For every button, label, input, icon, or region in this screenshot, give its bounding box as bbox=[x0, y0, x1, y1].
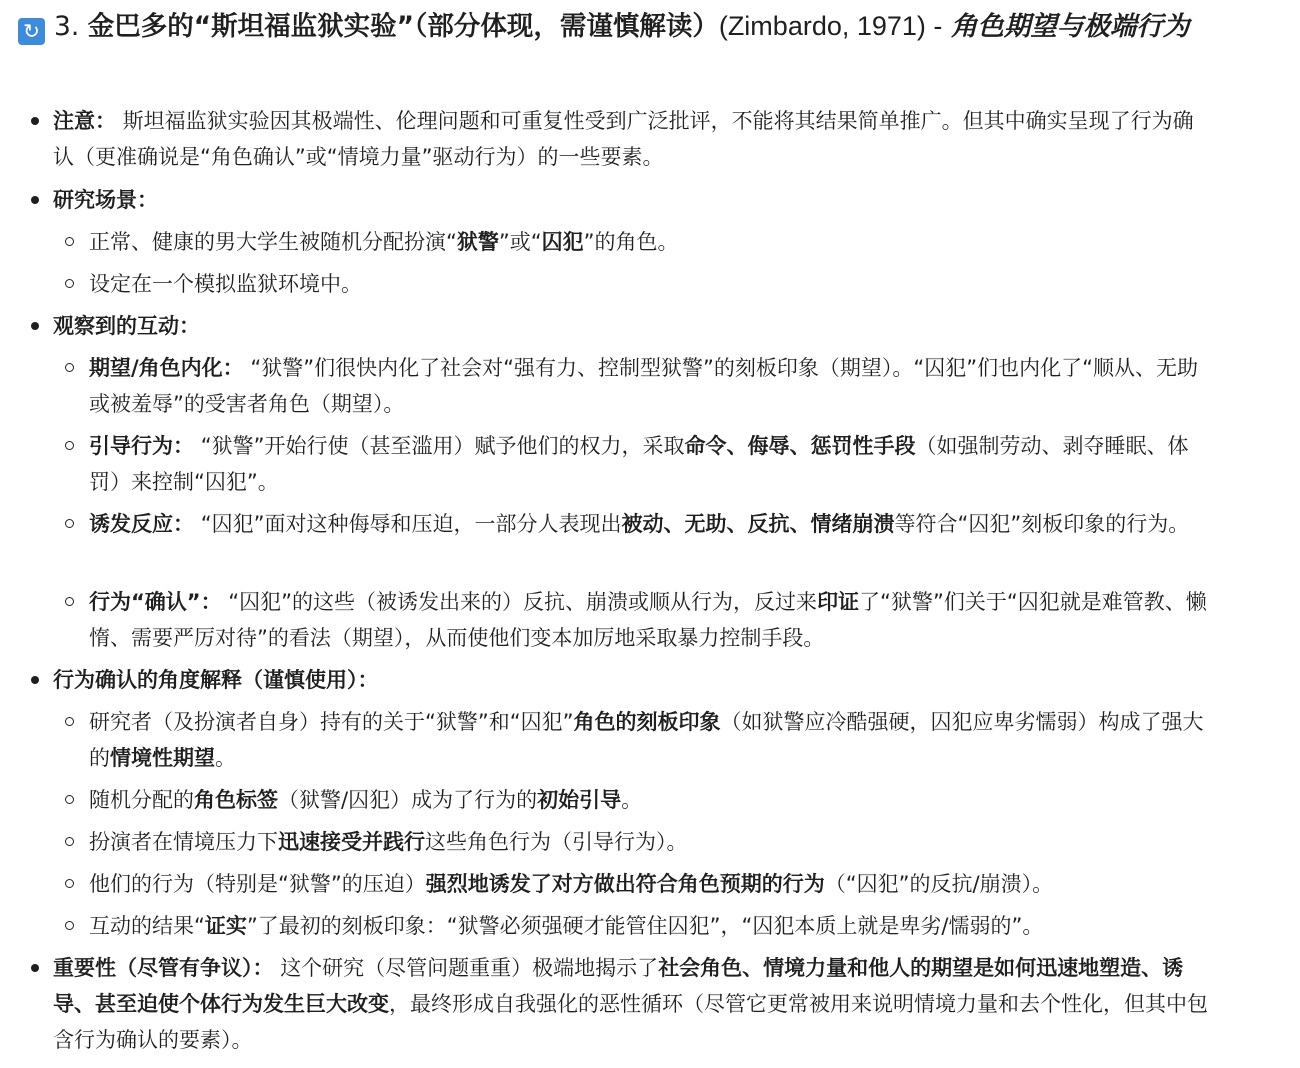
text-run: ”了最初的刻板印象：“狱警必须强硬才能管住囚犯”，“囚犯本质上就是卑劣/懦弱的”。 bbox=[246, 914, 1044, 938]
text-run: “狱警”们很快内化了社会对“强有力、控制型狱警”的刻板印象（期望）。“囚犯”们也内化了“顺从、无助或被羞辱”的受害者角色（期望）。 bbox=[89, 356, 1199, 416]
interaction-subitem bbox=[0, 584, 1213, 656]
text-run: （狱警/囚犯）成为了行为的 bbox=[278, 788, 538, 812]
text-run: 。 bbox=[621, 788, 643, 812]
text-run: 这个研究（尽管问题重重）极端地揭示了 bbox=[280, 956, 659, 980]
text-run: “囚犯”面对这种侮辱和压迫，一部分人表现出 bbox=[200, 512, 622, 536]
text-run: 互动的结果“ bbox=[89, 914, 205, 938]
interaction-sublist bbox=[0, 506, 1300, 542]
setting-list bbox=[0, 182, 1300, 218]
interpretation-subitem bbox=[0, 704, 1213, 776]
interpretation-label: 行为确认的角度解释（谨慎使用）： bbox=[53, 668, 379, 692]
interpretation-list bbox=[0, 662, 1300, 698]
interaction-item bbox=[0, 308, 1213, 344]
heading-number: 3. bbox=[54, 11, 80, 42]
interaction-sublist bbox=[0, 350, 1300, 422]
bold-run: 狱警 bbox=[456, 230, 499, 254]
setting-subitem bbox=[0, 224, 1213, 260]
heading-title: 金巴多的“斯坦福监狱实验”（部分体现，需谨慎解读） bbox=[87, 11, 719, 42]
significance-item bbox=[0, 950, 1213, 1058]
interaction-subitem bbox=[0, 506, 1213, 542]
interpretation-sublist bbox=[0, 908, 1300, 944]
interaction-list bbox=[0, 308, 1300, 344]
setting-label: 研究场景： bbox=[53, 188, 158, 212]
interaction-label: 观察到的互动： bbox=[53, 314, 200, 338]
text-run: 扮演者在情境压力下 bbox=[89, 830, 278, 854]
text-run: （如狱警应冷酷强硬，囚犯应卑劣懦弱）构成了强大的 bbox=[89, 710, 1204, 770]
text-run: 随机分配的 bbox=[89, 788, 194, 812]
text-run: 这些角色行为（引导行为）。 bbox=[425, 830, 688, 854]
text-run: 等符合“囚犯”刻板印象的行为。 bbox=[894, 512, 1190, 536]
bold-run: 命令、侮辱、惩罚性手段 bbox=[684, 434, 916, 458]
text-run: ”或“ bbox=[498, 230, 542, 254]
text-run: ，最终形成自我强化的恶性循环（尽管它更常被用来说明情境力量和去个性化，但其中包含行为确认的要素）。 bbox=[53, 992, 1208, 1052]
interaction-sublist bbox=[0, 428, 1300, 500]
heading-citation: (Zimbardo, 1971) - bbox=[718, 11, 943, 41]
interpretation-sublist bbox=[0, 704, 1300, 776]
section-heading bbox=[18, 6, 1258, 47]
text-run: （如强制劳动、剥夺睡眠、体罚）来控制“囚犯”。 bbox=[89, 434, 1189, 494]
note-item bbox=[0, 103, 1213, 175]
interpretation-sublist bbox=[0, 782, 1300, 818]
text-run: 。 bbox=[215, 746, 236, 770]
bold-run: 印证 bbox=[817, 590, 860, 614]
bold-run: 角色标签 bbox=[194, 788, 278, 812]
bold-run: 迅速接受并践行 bbox=[278, 830, 425, 854]
bold-run: 囚犯 bbox=[541, 230, 584, 254]
text-run: （“囚犯”的反抗/崩溃）。 bbox=[824, 872, 1054, 896]
bold-run: 期望/角色内化： bbox=[89, 356, 244, 380]
bold-run: 证实 bbox=[204, 914, 247, 938]
interpretation-subitem bbox=[0, 866, 1213, 902]
interaction-subitem bbox=[0, 350, 1213, 422]
bold-run: 诱发反应： bbox=[89, 512, 194, 536]
text-run: ”的角色。 bbox=[583, 230, 679, 254]
interaction-sublist bbox=[0, 584, 1300, 656]
note-text: 斯坦福监狱实验因其极端性、伦理问题和可重复性受到广泛批评，不能将其结果简单推广。但其中确实呈现了行为确认（更准确说是“角色确认”或“情境力量”驱动行为）的一些要素。 bbox=[53, 109, 1194, 169]
setting-sublist bbox=[0, 224, 1300, 260]
bold-run: 情境性期望 bbox=[110, 746, 215, 770]
bold-run: 初始引导 bbox=[537, 788, 622, 812]
interpretation-sublist bbox=[0, 866, 1300, 902]
text-run: “囚犯”的这些（被诱发出来的）反抗、崩溃或顺从行为，反过来 bbox=[228, 590, 818, 614]
text-run: 研究者（及扮演者自身）持有的关于“狱警”和“囚犯” bbox=[89, 710, 574, 734]
text-run: 了“狱警”们关于“囚犯就是难管教、懒惰、需要严厉对待”的看法（期望），从而使他们变本加厉地采取暴力控制手段。 bbox=[89, 590, 1207, 650]
setting-sublist bbox=[0, 266, 1300, 302]
bold-run: 行为“确认”： bbox=[89, 590, 222, 614]
significance-list bbox=[0, 950, 1300, 1058]
setting-subitem bbox=[0, 266, 1213, 302]
significance-label: 重要性（尽管有争议）： bbox=[53, 956, 274, 980]
bold-run: 社会角色、情境力量和他人的期望是如何迅速地塑造、诱导、甚至迫使个体行为发生巨大改变 bbox=[53, 956, 1184, 1016]
bold-run: 引导行为： bbox=[89, 434, 194, 458]
bold-run: 被动、无助、反抗、情绪崩溃 bbox=[621, 512, 895, 536]
interpretation-sublist bbox=[0, 824, 1300, 860]
interpretation-subitem bbox=[0, 782, 1213, 818]
refresh-icon: ↻ bbox=[18, 18, 45, 45]
bold-run: 强烈地诱发了对方做出符合角色预期的行为 bbox=[425, 872, 825, 896]
interpretation-item bbox=[0, 662, 1213, 698]
heading-subtitle: 角色期望与极端行为 bbox=[950, 11, 1190, 42]
text-run: 设定在一个模拟监狱环境中。 bbox=[89, 272, 362, 296]
interaction-subitem bbox=[0, 428, 1213, 500]
interpretation-subitem bbox=[0, 908, 1213, 944]
text-run: “狱警”开始行使（甚至滥用）赋予他们的权力，采取 bbox=[200, 434, 685, 458]
bold-run: 角色的刻板印象 bbox=[573, 710, 721, 734]
text-run: 正常、健康的男大学生被随机分配扮演“ bbox=[89, 230, 457, 254]
setting-item bbox=[0, 182, 1213, 218]
note-label: 注意： bbox=[53, 109, 116, 133]
text-run: 他们的行为（特别是“狱警”的压迫） bbox=[89, 872, 426, 896]
interpretation-subitem bbox=[0, 824, 1213, 860]
note-list bbox=[0, 103, 1300, 175]
